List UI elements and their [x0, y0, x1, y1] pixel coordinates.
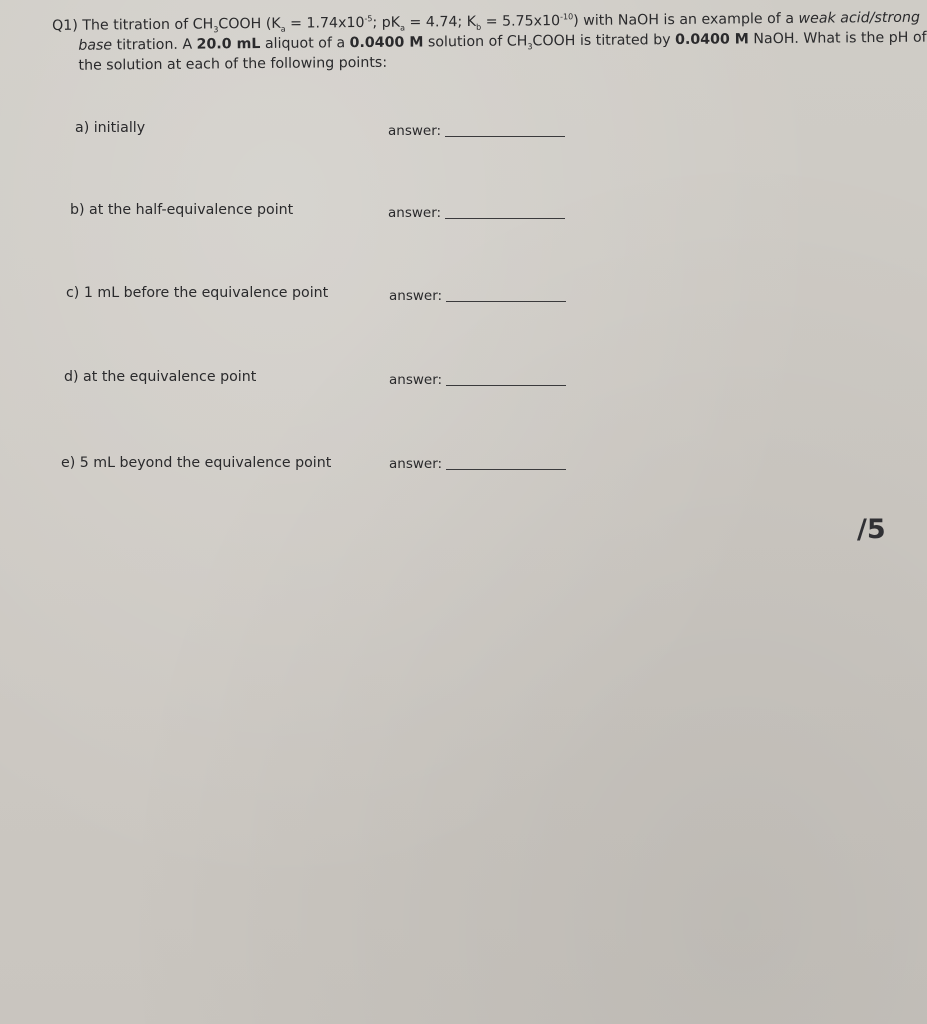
answer-blank[interactable] [446, 457, 566, 470]
question-line-3: the solution at each of the following points: [78, 54, 388, 74]
part-c-label: c) 1 mL before the equivalence point [66, 285, 329, 301]
part-e-answer [389, 456, 566, 472]
part-a-answer [388, 123, 565, 139]
answer-blank[interactable] [446, 289, 566, 302]
question-line-2: base titration. A 20.0 mL aliquot of a 0.0400 M solution of $CH_3COOH$ is titrated by 0.0400 M NaOH. What is the pH of [78, 29, 927, 54]
question-line-1: Q1) The titration of $CH_3COOH$ ($K_a = 1.74x10^{-5}$; $pK_a = 4.74$; $K_b = 5.75x10^{-10}$) with NaOH is an example of a weak acid/strong [52, 9, 921, 35]
part-e-label: e) 5 mL beyond the equivalence point [61, 455, 332, 471]
answer-label: answer: [388, 205, 442, 221]
answer-label: answer: [389, 372, 443, 388]
answer-label: answer: [388, 123, 442, 139]
part-d-label: d) at the equivalence point [64, 369, 257, 385]
part-b-label: b) at the half-equivalence point [70, 202, 294, 218]
part-c-answer [389, 288, 566, 304]
answer-blank[interactable] [446, 373, 566, 386]
answer-blank[interactable] [445, 124, 565, 137]
part-a-label: a) initially [75, 120, 146, 136]
part-d-answer [389, 372, 566, 388]
question-text [52, 8, 927, 76]
part-b-answer [388, 205, 565, 221]
question-number: Q1) [52, 17, 78, 34]
answer-label: answer: [389, 288, 443, 304]
answer-label: answer: [389, 456, 443, 472]
answer-blank[interactable] [445, 206, 565, 219]
score-total: /5 [857, 514, 886, 545]
